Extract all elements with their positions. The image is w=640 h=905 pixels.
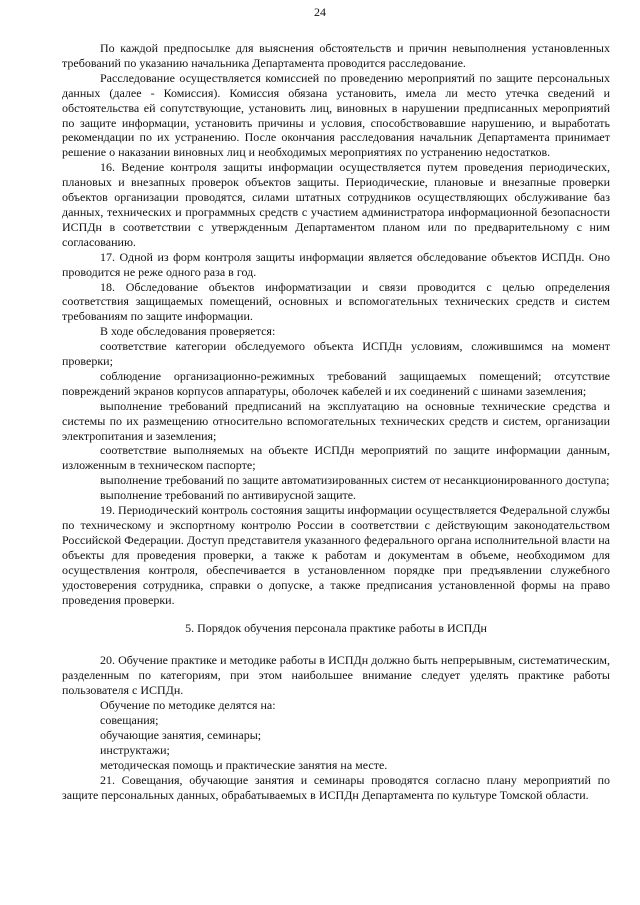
list-item: совещания; xyxy=(100,712,159,727)
spacer xyxy=(62,607,610,621)
list-item: соответствие выполняемых на объекте ИСПДн мероприятий по защите информации данным, изложенным в техническом паспорте; xyxy=(62,443,610,473)
list-item: обучающие занятия, семинары; xyxy=(100,727,262,742)
list-item: выполнение требований предписаний на эксплуатацию на основные технические средства и системы по их размещению относительно вспомогательных технических средств и систем, организации электропитания и заземления; xyxy=(62,398,610,443)
list-item: соответствие категории обследуемого объекта ИСПДн условиям, сложившимся на момент проверки; xyxy=(62,339,610,369)
paragraph: 17. Одной из форм контроля защиты информации является обследование объектов ИСПДн. Оно проводится не реже одного раза в год. xyxy=(62,249,610,279)
page-number: 24 xyxy=(314,5,326,19)
paragraph: По каждой предпосылке для выяснения обстоятельств и причин невыполнения установленных требований по указанию начальника Департамента проводится расследование. xyxy=(62,41,610,70)
paragraph: Обучение по методике делятся на: xyxy=(100,698,276,713)
spacer xyxy=(62,636,610,653)
list-item: соблюдение организационно-режимных требований защищаемых помещений; отсутствие повреждений экранов корпусов аппаратуры, оболочек кабелей и их соединений с шинами заземления; xyxy=(62,368,610,398)
paragraph: 21. Совещания, обучающие занятия и семинары проводятся согласно плану мероприятий по защите персональных данных, обрабатываемых в ИСПДн Департамента по культуре Томской области. xyxy=(62,772,610,802)
paragraph: 19. Периодический контроль состояния защиты информации осуществляется Федеральной службы по техническому и экспортному контролю России в соответствии с действующим законодательством Российской Федерации. Доступ представителя указанного федерального органа исполнительной власти на объекты для проведения проверки, а также к работам и документам в объеме, необходимом для осуществления контроля, обеспечивается в установленном порядке при предъявлении служебного удостоверения сотрудника, справки о допуске, а также предписания установленной формы на право проведения проверки. xyxy=(62,503,610,607)
list-item: выполнение требований по защите автоматизированных систем от несанкционированного доступа; xyxy=(100,473,610,488)
paragraph: В ходе обследования проверяется: xyxy=(100,324,276,339)
list-item: инструктажи; xyxy=(100,742,170,757)
paragraph: 20. Обучение практике и методике работы в ИСПДн должно быть непрерывным, систематическим, разделенным по категориям, при этом наибольшее внимание следует уделять практике работы пользователя с ИСПДн. xyxy=(62,653,610,698)
section-heading: 5. Порядок обучения персонала практике работы в ИСПДн xyxy=(185,621,487,636)
list-item: выполнение требований по антивирусной защите. xyxy=(100,488,357,503)
paragraph: 16. Ведение контроля защиты информации осуществляется путем проведения периодических, плановых и внезапных проверок объектов защиты. Периодические, плановые и внезапные проверки объектов организации проводятся, силами штатных сотрудников осуществляющих обслуживание баз данных, технических и программных средств с участием администратора информационной безопасности ИСПДн в соответствии с утвержденным Департаментом планом или по предварительному с ним согласованию. xyxy=(62,160,610,249)
paragraph: Расследование осуществляется комиссией по проведению мероприятий по защите персональных данных (далее - Комиссия). Комиссия обязана установить, имела ли место утечка сведений и обстоятельства ей сопутствующие, установить лиц, виновных в нарушении предписанных мероприятий по защите информации, установить причины и условия, способствовавшие нарушению, и выработать рекомендации по их устранению. После окончания расследования начальник Департамента принимает решение о наказании виновных лиц и необходимых мероприятиях по устранению недостатков. xyxy=(62,70,610,160)
list-item: методическая помощь и практические занятия на месте. xyxy=(100,757,388,772)
document-body xyxy=(62,41,610,802)
paragraph: 18. Обследование объектов информатизации и связи проводится с целью определения соответствия защищаемых помещений, основных и вспомогательных технических средств и систем требованиям по защите информации. xyxy=(62,279,610,324)
